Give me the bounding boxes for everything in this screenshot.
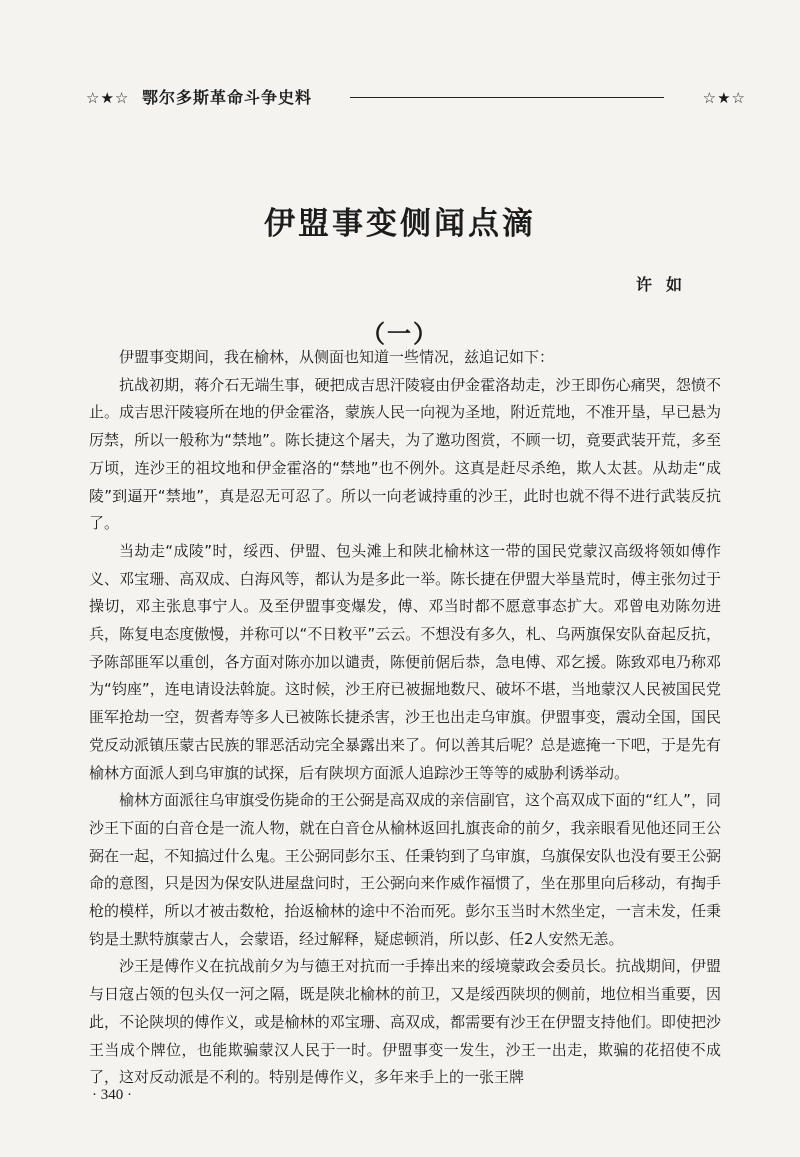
article-body xyxy=(89,344,721,1092)
paragraph: 沙王是傅作义在抗战前夕为与德王对抗而一手捧出来的绥境蒙政会委员长。抗战期间，伊盟与日寇占领的包头仅一河之隔，既是陕北榆林的前卫，又是绥西陕坝的侧前，地位相当重要，因此，不论陕坝的傅作义，或是榆林的邓宝珊、高双成，都需要有沙王在伊盟支持他们。即使把沙王当成个牌位，也能欺骗蒙汉人民于一时。伊盟事变一发生，沙王一出走，欺骗的花招使不成了，这对反动派是不利的。特别是傅作义，多年来手上的一张王牌 xyxy=(89,957,721,1087)
author-name: 许如 xyxy=(636,275,697,294)
paragraph: 榆林方面派往乌审旗受伤毙命的王公弼是高双成的亲信副官，这个高双成下面的“红人”，同沙王下面的白音仓是一流人物，就在白音仓从榆林返回扎旗丧命的前夕，我亲眼看见他还同王公弼在一起，不知搞过什么鬼。王公弼同彭尔玉、任秉钧到了乌审旗，乌旗保安队也没有要王公弼命的意图，只是因为保安队进屋盘问时，王公弼向来作威作福惯了，坐在那里向后移动，有掏手枪的模样，所以才被击数枪，抬返榆林的途中不治而死。彭尔玉当时木然坐定，一言未发，任秉钧是土默特旗蒙古人，会蒙语，经过解释，疑虑顿消，所以彭、任2人安然无恙。 xyxy=(89,791,721,948)
paragraph: 当劫走“成陵”时，绥西、伊盟、包头滩上和陕北榆林这一带的国民党蒙汉高级将领如傅作义、邓宝珊、高双成、白海风等，都认为是多此一举。陈长捷在伊盟大举垦荒时，傅主张勿过于操切，邓主张息事宁人。及至伊盟事变爆发，傅、邓当时都不愿意事态扩大。邓曾电劝陈勿进兵，陈复电态度傲慢，并称可以“不日敉平”云云。不想没有多久，札、乌两旗保安队奋起反抗，予陈部匪军以重创，各方面对陈亦加以谴责，陈便前倨后恭，急电傅、邓乞援。陈致邓电乃称邓为“钧座”，连电请设法斡旋。这时候，沙王府已被掘地数尺、破坏不堪，当地蒙汉人民被国民党匪军抢劫一空，贺耆寿等多人已被陈长捷杀害，沙王也出走乌审旗。伊盟事变，震动全国，国民党反动派镇压蒙古民族的罪恶活动完全暴露出来了。何以善其后呢？总是遮掩一下吧，于是先有榆林方面派人到乌审旗的试探，后有陕坝方面派人追踪沙王等等的威胁利诱举动。 xyxy=(89,541,721,782)
running-header xyxy=(86,86,746,110)
star-ornament-icon: ☆★☆ xyxy=(702,89,746,107)
series-title: 鄂尔多斯革命斗争史料 xyxy=(142,88,313,107)
section-heading: （一） xyxy=(361,319,439,348)
star-ornament-icon: ☆★☆ xyxy=(86,89,130,107)
header-rule xyxy=(350,97,664,98)
paragraph: 抗战初期，蒋介石无端生事，硬把成吉思汗陵寝由伊金霍洛劫走，沙王即伤心痛哭，怨愤不止。成吉思汗陵寝所在地的伊金霍洛，蒙族人民一向视为圣地，附近荒地，不准开垦，早已悬为厉禁，所以一般称为“禁地”。陈长捷这个屠夫，为了邀功图赏，不顾一切，竟要武装开荒，多至万顷，连沙王的祖坟地和伊金霍洛的“禁地”也不例外。这真是赶尽杀绝，欺人太甚。从劫走“成陵”到逼开“禁地”，真是忍无可忍了。所以一向老诚持重的沙王，此时也就不得不进行武装反抗了。 xyxy=(89,375,721,533)
paragraph: 伊盟事变期间，我在榆林，从侧面也知道一些情况，兹追记如下： xyxy=(119,348,555,366)
page-number: · 340 · xyxy=(92,1087,132,1103)
article-title: 伊盟事变侧闻点滴 xyxy=(264,206,536,242)
